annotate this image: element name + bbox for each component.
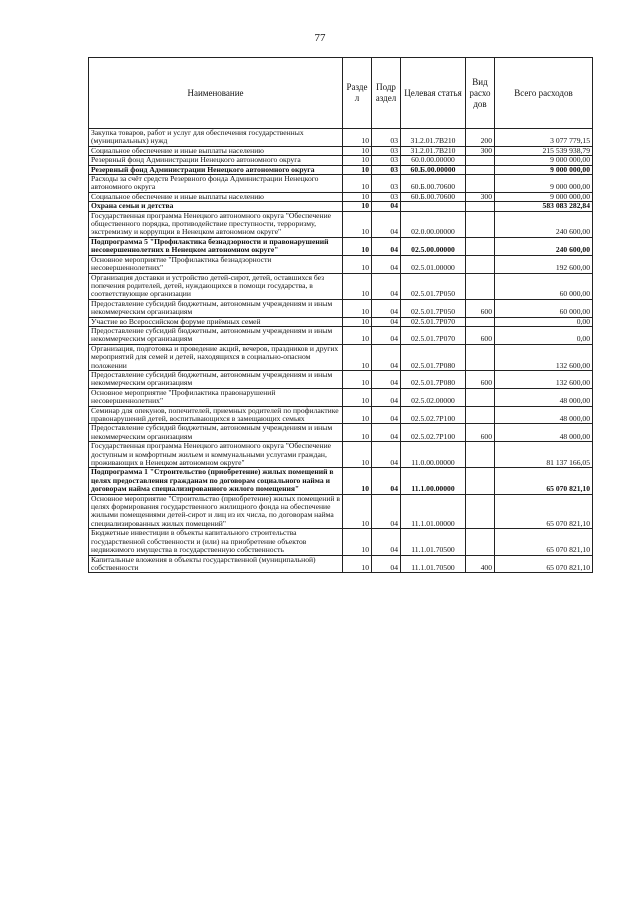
row-subsection-cell: 04 xyxy=(372,529,401,555)
table-row xyxy=(89,406,593,424)
row-total-cell: 65 070 821,10 xyxy=(495,494,593,529)
row-expense-type-cell xyxy=(466,442,495,468)
table-row xyxy=(89,156,593,165)
header-name: Наименование xyxy=(89,58,343,129)
table-row xyxy=(89,326,593,344)
table-row xyxy=(89,344,593,370)
row-name-cell: Резервный фонд Администрации Ненецкого автономного округа xyxy=(89,156,343,165)
row-target-cell: 02.5.02.7Р100 xyxy=(401,406,466,424)
row-expense-type-cell xyxy=(466,237,495,255)
row-subsection-cell: 04 xyxy=(372,370,401,388)
row-target-cell: 02.5.01.7Р070 xyxy=(401,317,466,326)
row-target-cell: 11.1.01.70500 xyxy=(401,529,466,555)
table-row xyxy=(89,211,593,237)
row-target-cell: 60.Б.00.00000 xyxy=(401,165,466,174)
row-subsection-cell: 04 xyxy=(372,494,401,529)
row-name-cell: Основное мероприятие "Строительство (приобретение) жилых помещений в целях формирования государственного жилищного фонда на обеспечение жилыми помещениями детей-сирот и лиц из их числа, по договорам найма специализированных жилых помещений" xyxy=(89,494,343,529)
table-row xyxy=(89,146,593,155)
row-section-cell: 10 xyxy=(343,529,372,555)
row-expense-type-cell: 400 xyxy=(466,555,495,573)
row-name-cell: Основное мероприятие "Профилактика безнадзорности несовершеннолетних" xyxy=(89,255,343,273)
row-target-cell: 60.Б.00.70600 xyxy=(401,175,466,193)
row-expense-type-cell xyxy=(466,344,495,370)
header-total: Всего расходов xyxy=(495,58,593,129)
row-section-cell: 10 xyxy=(343,388,372,406)
table-row xyxy=(89,255,593,273)
row-total-cell: 48 000,00 xyxy=(495,406,593,424)
row-total-cell: 9 000 000,00 xyxy=(495,192,593,201)
row-section-cell: 10 xyxy=(343,299,372,317)
budget-table xyxy=(88,57,593,573)
row-section-cell: 10 xyxy=(343,192,372,201)
row-total-cell: 60 000,00 xyxy=(495,273,593,299)
row-target-cell: 11.1.01.70500 xyxy=(401,555,466,573)
row-section-cell: 10 xyxy=(343,370,372,388)
row-name-cell: Семинар для опекунов, попечителей, приемных родителей по профилактике правонарушений детей, воспитывающихся в замещающих семьях xyxy=(89,406,343,424)
row-name-cell: Государственная программа Ненецкого автономного округа "Обеспечение общественного порядка, противодействие преступности, терроризму, экстремизму и коррупции в Ненецком автономном округе" xyxy=(89,211,343,237)
table-row xyxy=(89,299,593,317)
row-subsection-cell: 04 xyxy=(372,202,401,211)
row-subsection-cell: 04 xyxy=(372,237,401,255)
row-section-cell: 10 xyxy=(343,165,372,174)
row-target-cell: 02.0.00.00000 xyxy=(401,211,466,237)
row-name-cell: Бюджетные инвестиции в объекты капитального строительства государственной собственности и (или) на приобретение объектов недвижимого имущества в государственную собственность xyxy=(89,529,343,555)
row-total-cell: 3 077 779,15 xyxy=(495,129,593,147)
row-total-cell: 132 600,00 xyxy=(495,370,593,388)
row-subsection-cell: 04 xyxy=(372,326,401,344)
table-row xyxy=(89,494,593,529)
row-section-cell: 10 xyxy=(343,555,372,573)
row-subsection-cell: 04 xyxy=(372,211,401,237)
header-subsection: Подр аздел xyxy=(372,58,401,129)
row-expense-type-cell: 300 xyxy=(466,146,495,155)
row-expense-type-cell xyxy=(466,255,495,273)
table-row xyxy=(89,237,593,255)
row-expense-type-cell xyxy=(466,273,495,299)
row-section-cell: 10 xyxy=(343,129,372,147)
row-section-cell: 10 xyxy=(343,211,372,237)
table-row xyxy=(89,192,593,201)
row-total-cell: 192 600,00 xyxy=(495,255,593,273)
row-subsection-cell: 04 xyxy=(372,317,401,326)
row-target-cell: 60.Б.00.70600 xyxy=(401,192,466,201)
row-target-cell: 11.0.00.00000 xyxy=(401,442,466,468)
row-name-cell: Основное мероприятие "Профилактика правонарушений несовершеннолетних" xyxy=(89,388,343,406)
row-section-cell: 10 xyxy=(343,442,372,468)
header-section: Разде л xyxy=(343,58,372,129)
row-total-cell: 60 000,00 xyxy=(495,299,593,317)
row-name-cell: Предоставление субсидий бюджетным, автономным учреждениям и иным некоммерческим организациям xyxy=(89,326,343,344)
row-target-cell: 02.5.01.7Р070 xyxy=(401,326,466,344)
row-subsection-cell: 03 xyxy=(372,175,401,193)
row-total-cell: 0,00 xyxy=(495,326,593,344)
row-subsection-cell: 04 xyxy=(372,555,401,573)
row-section-cell: 10 xyxy=(343,156,372,165)
table-row xyxy=(89,165,593,174)
row-expense-type-cell xyxy=(466,175,495,193)
table-row xyxy=(89,175,593,193)
row-total-cell: 65 070 821,10 xyxy=(495,555,593,573)
row-expense-type-cell xyxy=(466,388,495,406)
row-subsection-cell: 03 xyxy=(372,156,401,165)
row-total-cell: 132 600,00 xyxy=(495,344,593,370)
row-section-cell: 10 xyxy=(343,468,372,494)
table-row xyxy=(89,129,593,147)
row-total-cell: 48 000,00 xyxy=(495,388,593,406)
row-section-cell: 10 xyxy=(343,146,372,155)
table-row xyxy=(89,202,593,211)
row-section-cell: 10 xyxy=(343,494,372,529)
row-total-cell: 9 000 000,00 xyxy=(495,156,593,165)
row-subsection-cell: 03 xyxy=(372,129,401,147)
page-number: 77 xyxy=(314,32,326,44)
row-expense-type-cell xyxy=(466,317,495,326)
row-name-cell: Организация доставки и устройство детей-сирот, детей, оставшихся без попечения родителей, детей, нуждающихся в помощи государства, в соответствующие организации xyxy=(89,273,343,299)
row-subsection-cell: 03 xyxy=(372,192,401,201)
row-name-cell: Предоставление субсидий бюджетным, автономным учреждениям и иным некоммерческим организациям xyxy=(89,299,343,317)
row-subsection-cell: 04 xyxy=(372,388,401,406)
table-row xyxy=(89,370,593,388)
row-subsection-cell: 04 xyxy=(372,273,401,299)
row-total-cell: 48 000,00 xyxy=(495,424,593,442)
row-target-cell: 02.5.01.00000 xyxy=(401,255,466,273)
table-row xyxy=(89,424,593,442)
table-row xyxy=(89,555,593,573)
header-expense-type: Вид расхо дов xyxy=(466,58,495,129)
row-subsection-cell: 04 xyxy=(372,442,401,468)
row-name-cell: Подпрограмма 5 "Профилактика безнадзорности и правонарушений несовершеннолетних в Ненецком автономном округе" xyxy=(89,237,343,255)
row-subsection-cell: 03 xyxy=(372,146,401,155)
row-subsection-cell: 04 xyxy=(372,468,401,494)
row-name-cell: Участие во Всероссийском форуме приёмных семей xyxy=(89,317,343,326)
row-target-cell: 31.2.01.7В210 xyxy=(401,146,466,155)
row-total-cell: 81 137 166,05 xyxy=(495,442,593,468)
row-expense-type-cell xyxy=(466,211,495,237)
row-section-cell: 10 xyxy=(343,326,372,344)
row-name-cell: Социальное обеспечение и иные выплаты населению xyxy=(89,192,343,201)
row-section-cell: 10 xyxy=(343,202,372,211)
row-expense-type-cell: 200 xyxy=(466,129,495,147)
row-total-cell: 240 600,00 xyxy=(495,237,593,255)
table-row xyxy=(89,442,593,468)
row-name-cell: Резервный фонд Администрации Ненецкого автономного округа xyxy=(89,165,343,174)
row-name-cell: Подпрограмма 1 "Строительство (приобретение) жилых помещений в целях предоставления гражданам по договорам социального найма и договорам найма специализированного жилого помещения" xyxy=(89,468,343,494)
row-target-cell: 11.1.01.00000 xyxy=(401,494,466,529)
row-subsection-cell: 04 xyxy=(372,406,401,424)
row-name-cell: Охрана семьи и детства xyxy=(89,202,343,211)
row-section-cell: 10 xyxy=(343,406,372,424)
row-expense-type-cell xyxy=(466,202,495,211)
row-target-cell: 60.0.00.00000 xyxy=(401,156,466,165)
row-expense-type-cell: 600 xyxy=(466,424,495,442)
row-section-cell: 10 xyxy=(343,424,372,442)
table-row xyxy=(89,317,593,326)
row-target-cell: 02.5.01.7Р050 xyxy=(401,299,466,317)
row-expense-type-cell: 600 xyxy=(466,326,495,344)
row-total-cell: 215 539 938,79 xyxy=(495,146,593,155)
row-total-cell: 9 000 000,00 xyxy=(495,165,593,174)
row-section-cell: 10 xyxy=(343,255,372,273)
row-target-cell xyxy=(401,202,466,211)
row-name-cell: Организация, подготовка и проведение акций, вечеров, праздников и других мероприятий для семей и детей, находящихся в социально-опасном положении xyxy=(89,344,343,370)
row-expense-type-cell xyxy=(466,529,495,555)
row-name-cell: Предоставление субсидий бюджетным, автономным учреждениям и иным некоммерческим организациям xyxy=(89,370,343,388)
row-expense-type-cell xyxy=(466,468,495,494)
row-section-cell: 10 xyxy=(343,344,372,370)
row-name-cell: Предоставление субсидий бюджетным, автономным учреждениям и иным некоммерческим организациям xyxy=(89,424,343,442)
header-target: Целевая статья xyxy=(401,58,466,129)
row-section-cell: 10 xyxy=(343,175,372,193)
row-name-cell: Расходы за счёт средств Резервного фонда Администрации Ненецкого автономного округа xyxy=(89,175,343,193)
table-row xyxy=(89,468,593,494)
row-target-cell: 31.2.01.7В210 xyxy=(401,129,466,147)
row-subsection-cell: 04 xyxy=(372,344,401,370)
table-row xyxy=(89,529,593,555)
row-name-cell: Закупка товаров, работ и услуг для обеспечения государственных (муниципальных) нужд xyxy=(89,129,343,147)
row-target-cell: 02.5.01.7Р050 xyxy=(401,273,466,299)
row-expense-type-cell xyxy=(466,406,495,424)
row-total-cell: 0,00 xyxy=(495,317,593,326)
table-row xyxy=(89,388,593,406)
row-target-cell: 02.5.02.00000 xyxy=(401,388,466,406)
row-expense-type-cell xyxy=(466,156,495,165)
row-target-cell: 02.5.01.7Р080 xyxy=(401,370,466,388)
row-subsection-cell: 04 xyxy=(372,299,401,317)
table-header-row xyxy=(89,58,593,129)
row-total-cell: 65 070 821,10 xyxy=(495,468,593,494)
row-section-cell: 10 xyxy=(343,317,372,326)
row-total-cell: 65 070 821,10 xyxy=(495,529,593,555)
row-expense-type-cell xyxy=(466,494,495,529)
row-target-cell: 11.1.00.00000 xyxy=(401,468,466,494)
row-total-cell: 583 083 282,84 xyxy=(495,202,593,211)
table-row xyxy=(89,273,593,299)
row-expense-type-cell: 600 xyxy=(466,370,495,388)
row-subsection-cell: 04 xyxy=(372,424,401,442)
row-target-cell: 02.5.01.7Р080 xyxy=(401,344,466,370)
row-name-cell: Государственная программа Ненецкого автономного округа "Обеспечение доступным и комфортным жильем и коммунальными услугами граждан, проживающих в Ненецком автономном округе" xyxy=(89,442,343,468)
row-subsection-cell: 04 xyxy=(372,255,401,273)
row-expense-type-cell: 600 xyxy=(466,299,495,317)
row-expense-type-cell xyxy=(466,165,495,174)
row-name-cell: Социальное обеспечение и иные выплаты населению xyxy=(89,146,343,155)
row-total-cell: 9 000 000,00 xyxy=(495,175,593,193)
row-section-cell: 10 xyxy=(343,237,372,255)
row-target-cell: 02.5.00.00000 xyxy=(401,237,466,255)
row-expense-type-cell: 300 xyxy=(466,192,495,201)
row-subsection-cell: 03 xyxy=(372,165,401,174)
row-section-cell: 10 xyxy=(343,273,372,299)
table-body xyxy=(89,129,593,573)
row-name-cell: Капитальные вложения в объекты государственной (муниципальной) собственности xyxy=(89,555,343,573)
row-target-cell: 02.5.02.7Р100 xyxy=(401,424,466,442)
row-total-cell: 240 600,00 xyxy=(495,211,593,237)
